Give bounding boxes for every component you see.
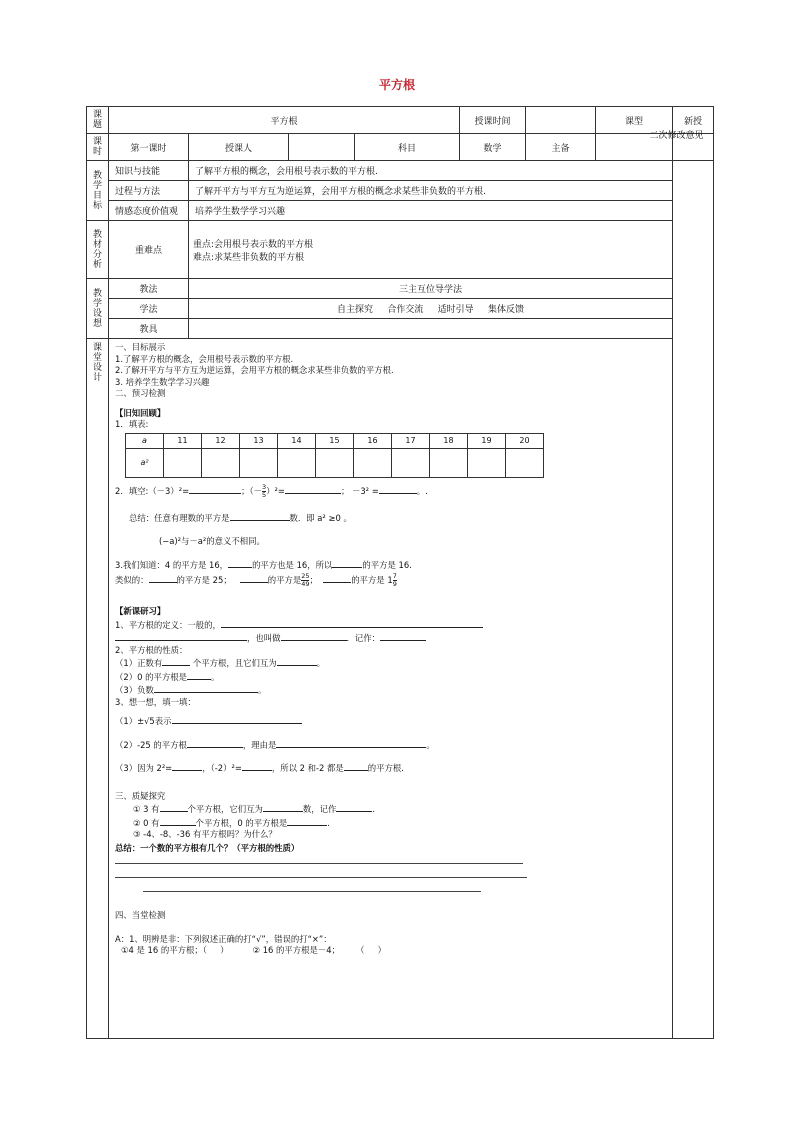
section-heading: 一、目标展示 bbox=[115, 342, 166, 352]
label-course: 课 堂 设 计 bbox=[87, 339, 109, 1039]
subject-label: 科目 bbox=[355, 134, 460, 161]
section-heading: 四、当堂检测 bbox=[115, 910, 166, 920]
fill-table-prompt: 1．填表: bbox=[115, 419, 149, 429]
goal-value: 了解开平方与平方互为逆运算，会用平方根的概念求某些非负数的平方根. bbox=[189, 181, 673, 201]
table-cell[interactable] bbox=[164, 448, 202, 477]
goal-key: 知识与技能 bbox=[109, 161, 189, 181]
design-value: 三主互位导学法 bbox=[189, 279, 673, 299]
table-cell: 16 bbox=[354, 433, 392, 448]
table-cell: 12 bbox=[202, 433, 240, 448]
goal-item: 1.了解平方根的概念，会用根号表示数的平方根. bbox=[115, 353, 294, 364]
definition-line-2: ，也叫做 ．记作： bbox=[115, 631, 666, 645]
design-value: 自主探究 合作交流 适时引导 集体反馈 bbox=[189, 299, 673, 319]
design-key: 教法 bbox=[109, 279, 189, 299]
check-question: A：1、明辨是非：下列叙述正确的打“√”，错误的打“×”： bbox=[115, 933, 332, 944]
table-header-a: a bbox=[126, 433, 164, 448]
label-keti: 课 题 bbox=[87, 107, 109, 134]
label-design: 教 学 设 想 bbox=[87, 279, 109, 339]
fill-question-2: 2．填空:（－3）²= ；（－ $\frac{3}{5}$ ）²= ； －3² = 。. bbox=[115, 482, 428, 499]
table-cell: 19 bbox=[468, 433, 506, 448]
table-cell[interactable] bbox=[392, 448, 430, 477]
type-label: 课型 bbox=[596, 107, 673, 134]
time-value bbox=[526, 107, 596, 134]
table-cell: 15 bbox=[316, 433, 354, 448]
label-goals: 教 学 目 标 bbox=[87, 161, 109, 221]
section-heading: 二、预习检测 bbox=[115, 388, 166, 398]
goal-item: 2.了解开平方与平方互为逆运算，会用平方根的概念求某些非负数的平方根. bbox=[115, 365, 394, 375]
check-items: ①4 是 16 的平方根；（ ） ② 16 的平方根是－4； （ ） bbox=[121, 945, 387, 955]
course-content bbox=[109, 339, 673, 1039]
lesson-plan-table bbox=[86, 106, 714, 1039]
lead-label: 主备 bbox=[526, 134, 596, 161]
answer-line bbox=[115, 876, 527, 878]
goal-key: 情感态度价值观 bbox=[109, 201, 189, 221]
label-analysis: 教 材 分 析 bbox=[87, 221, 109, 279]
table-cell[interactable] bbox=[240, 448, 278, 477]
teacher-value bbox=[289, 134, 355, 161]
table-cell: 13 bbox=[240, 433, 278, 448]
analysis-key: 重难点 bbox=[109, 221, 189, 279]
design-value bbox=[189, 319, 673, 339]
table-cell[interactable] bbox=[468, 448, 506, 477]
summary-2: 总结：一个数的平方根有几个？（平方根的性质） bbox=[115, 842, 300, 853]
question-3-similar: 类似的： 的平方是 25； 的平方是 $\frac{25}{49}$ ； 的平方是 1 $\frac{7}{9}$ bbox=[115, 572, 397, 588]
question-3: 3.我们知道：4 的平方是 16， 的平方也是 16，所以 的平方是 16. bbox=[115, 559, 412, 570]
explore-1: ① 3 有 个平方根，它们互为 数，记作 . bbox=[133, 804, 376, 814]
subject-value: 数学 bbox=[460, 134, 526, 161]
table-cell: 17 bbox=[392, 433, 430, 448]
think-3: （3）因为 2²= ，（-2）²= ，所以 2 和-2 都是 的平方根. bbox=[115, 763, 404, 773]
table-cell[interactable] bbox=[316, 448, 354, 477]
think-2: （2）-25 的平方根 ，理由是 。 bbox=[115, 739, 435, 750]
think-1: （1）±√5表示 bbox=[115, 714, 666, 728]
table-cell[interactable] bbox=[278, 448, 316, 477]
table-cell: 18 bbox=[430, 433, 468, 448]
goal-value: 培养学生数学学习兴趣 bbox=[189, 201, 673, 221]
definition-line: 1、平方根的定义：一般的， bbox=[115, 618, 666, 632]
property-2: （2）0 的平方根是 。 bbox=[115, 671, 220, 682]
explore-3: ③ -4、-8、-36 有平方根吗？为什么？ bbox=[133, 829, 277, 839]
difficult-point: 难点:求某些非负数的平方根 bbox=[193, 252, 305, 263]
property-heading: 2、平方根的性质： bbox=[115, 644, 188, 655]
property-3: （3）负数 。 bbox=[115, 685, 267, 695]
think-heading: 3、想一想，填一填： bbox=[115, 696, 196, 707]
label-keshi: 课 时 bbox=[87, 134, 109, 161]
revision-label: 二次修改意见 bbox=[649, 131, 704, 141]
fill-table bbox=[125, 433, 544, 478]
table-cell: 14 bbox=[278, 433, 316, 448]
period-cell: 第一课时 bbox=[109, 134, 189, 161]
key-point: 重点:会用根号表示数的平方根 bbox=[193, 239, 314, 250]
table-cell[interactable] bbox=[506, 448, 544, 477]
type-value: 新授 bbox=[673, 107, 714, 134]
review-label: 【旧知回顾】 bbox=[115, 407, 166, 418]
time-label: 授课时间 bbox=[460, 107, 526, 134]
design-key: 教具 bbox=[109, 319, 189, 339]
goal-item: 3. 培养学生数学学习兴趣 bbox=[115, 376, 210, 387]
design-key: 学法 bbox=[109, 299, 189, 319]
teacher-label: 授课人 bbox=[189, 134, 289, 161]
page-title: 平方根 bbox=[378, 78, 415, 92]
revision-column bbox=[673, 161, 714, 1039]
section-heading: 三、质疑探究 bbox=[115, 790, 166, 801]
summary-1: 总结：任意有理数的平方是 数．即 a² ≥0 。 bbox=[129, 512, 352, 523]
goal-value: 了解平方根的概念，会用根号表示数的平方根. bbox=[189, 161, 673, 181]
table-cell[interactable] bbox=[202, 448, 240, 477]
topic-cell: 平方根 bbox=[109, 107, 460, 134]
note: (−a)²与－a²的意义不相同。 bbox=[159, 536, 265, 546]
table-header-a2: a² bbox=[126, 448, 164, 477]
table-cell: 20 bbox=[506, 433, 544, 448]
answer-line bbox=[143, 890, 481, 892]
goal-key: 过程与方法 bbox=[109, 181, 189, 201]
table-cell[interactable] bbox=[430, 448, 468, 477]
answer-line bbox=[115, 862, 523, 864]
new-lesson-label: 【新课研习】 bbox=[115, 606, 166, 616]
table-cell: 11 bbox=[164, 433, 202, 448]
analysis-value bbox=[189, 221, 673, 279]
explore-2: ② 0 有 个平方根，0 的平方根是 . bbox=[133, 817, 330, 828]
table-cell[interactable] bbox=[354, 448, 392, 477]
property-1: （1）正数有 个平方根，且它们互为 。 bbox=[115, 658, 325, 668]
